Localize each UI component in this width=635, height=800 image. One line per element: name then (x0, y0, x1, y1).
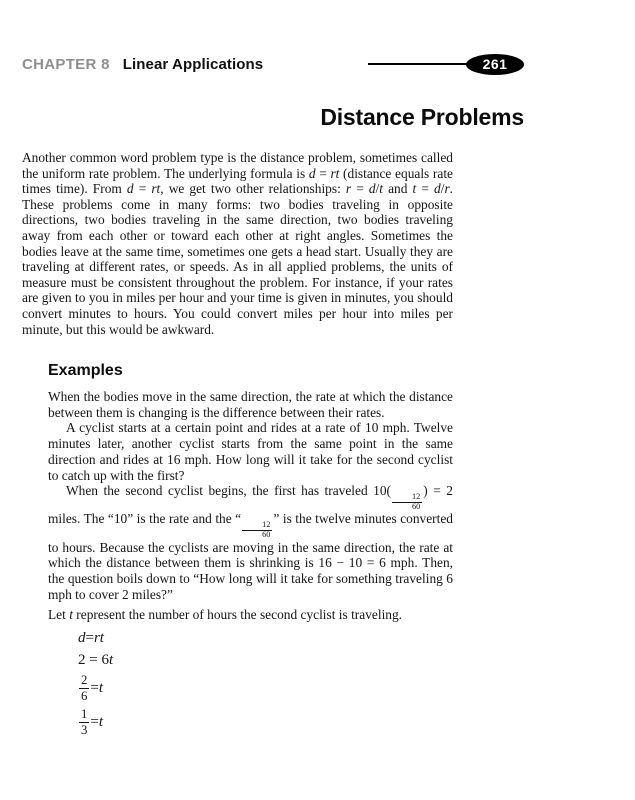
math-variable: d (434, 181, 441, 197)
chapter-title: Linear Applications (122, 55, 264, 73)
math-variable: rt (151, 181, 161, 197)
math-variable: t (98, 679, 104, 696)
page-number: 261 (466, 54, 524, 75)
equation-line: d = rt (78, 629, 104, 646)
examples-paragraph: When the second cyclist begins, the first has traveled 10( $\frac{12}{60}$ ) = 2 miles. The “10” is the rate and the “ $\frac{12}{60}$ ” is the twelve minutes converted to hours. Because the cyclists are moving in the same direction, the rate at which the distance between them is shrinking is 16 − 10 = 6 mph. Then, the question boils down to “How long will it take for something traveling 6 mph to cover 2 miles?” (48, 483, 453, 602)
math-variable: d (126, 181, 134, 197)
intro-paragraph: Another common word problem type is the distance problem, sometimes called the uniform rate problem. The underlying formula is d = rt (distance equals rate times time). From d = rt, we get two other relationships: r = d/t and t = d/r. These problems come in many forms: two bodies traveling in opposite directions, two bodies traveling in the same direction, two bodies traveling away from each other or toward each other at right angles. Sometimes the bodies leave at the same time, sometimes one gets a head start. Usually they are traveling at different rates, or speeds. As in all applied problems, the units of measure must be consistent throughout the problem. For instance, if your rates are given to you in miles per hour and your time is given in minutes, you should convert minutes to hours. You could convert miles per hour into miles per minute, but this would be awkward. (22, 150, 454, 337)
equation-block (78, 629, 453, 738)
math-variable: t (98, 713, 104, 730)
page-header (22, 53, 524, 75)
chapter-heading (22, 56, 263, 73)
equation-line: $\frac{1}{3}$ = t (81, 707, 104, 737)
equation-line: 2 = 6 t (78, 651, 114, 668)
solution-section (48, 607, 453, 742)
fraction: $\frac{2}{6}$ (81, 673, 88, 703)
math-variable: t (69, 607, 73, 622)
examples-heading: Examples (48, 362, 123, 379)
solution-lead: Let t represent the number of hours the second cyclist is traveling. (48, 607, 403, 622)
examples-paragraph: A cyclist starts at a certain point and rides at a rate of 10 mph. Twelve minutes later, another cyclist starts from the same point in the same direction and rides at 16 mph. How long will it take for the second cyclist to catch up with the first? (48, 420, 453, 483)
math-variable: rt (93, 629, 104, 646)
equation-line: $\frac{2}{6}$ = t (81, 673, 104, 703)
math-variable: t (412, 181, 417, 197)
math-variable: t (108, 651, 114, 668)
page-number-badge (368, 54, 524, 75)
examples-paragraph: When the bodies move in the same direction, the rate at which the distance between them is changing is the difference between their rates. (48, 389, 453, 420)
examples-section (48, 362, 453, 602)
math-variable: rt (330, 165, 340, 181)
badge-rule-line (368, 63, 468, 65)
math-variable: r (444, 181, 450, 197)
chapter-label: CHAPTER 8 (22, 55, 110, 73)
fraction: $\frac{12}{60}$ (392, 493, 422, 511)
math-variable: t (379, 181, 384, 197)
page-title: Distance Problems (320, 104, 524, 130)
math-variable: r (345, 181, 352, 197)
math-variable: d (308, 165, 316, 181)
fraction: $\frac{1}{3}$ (81, 707, 88, 737)
math-variable: d (368, 181, 376, 197)
fraction: $\frac{12}{60}$ (242, 521, 272, 539)
math-variable: d (78, 629, 86, 646)
